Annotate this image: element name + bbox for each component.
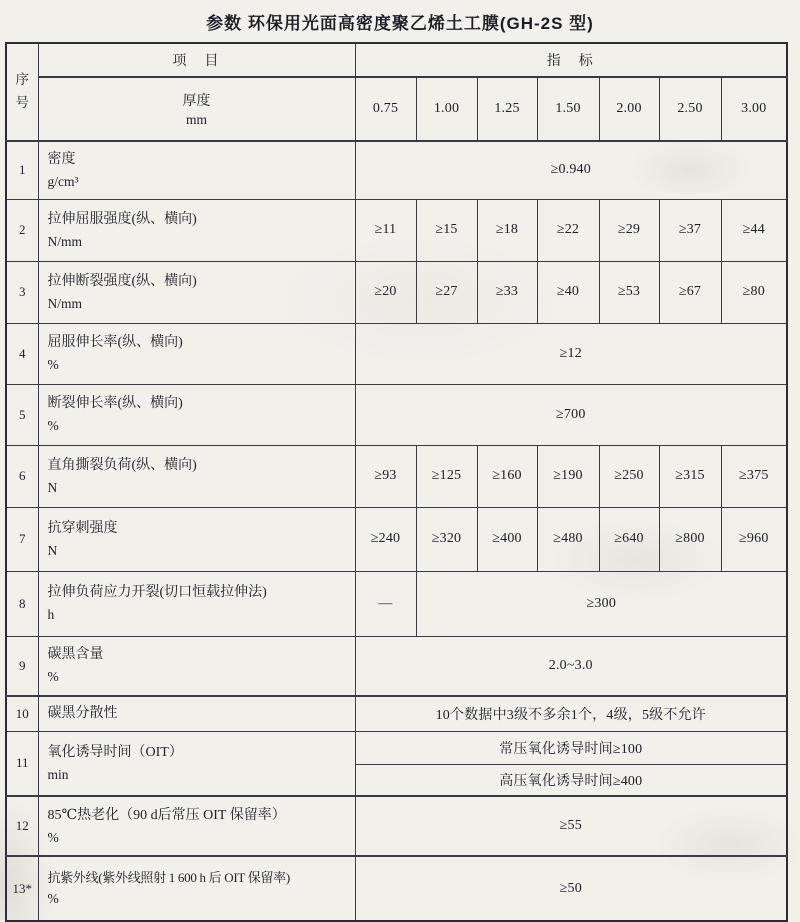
header-seq-label: 序号 [15,72,29,110]
row-value-dash: — [355,571,416,636]
item-unit: % [47,669,59,685]
row-item [38,796,355,856]
row-item [38,731,355,796]
row-value: ≥320 [416,507,477,571]
item-name: 抗紫外线(紫外线照射 1 600 h 后 OIT 保留率) [47,869,290,885]
row-seq: 6 [6,445,38,507]
item-name: 抗穿刺强度 [47,520,118,536]
table-row [6,141,787,199]
header-thickness [38,77,355,141]
table-row [6,323,787,384]
row-seq: 5 [6,384,38,445]
item-unit: N [47,479,58,495]
thickness-value: 1.50 [537,77,599,141]
item-unit: % [47,891,59,907]
item-unit: N/mm [47,295,83,311]
thickness-value: 2.00 [599,77,659,141]
row-value: ≥480 [537,507,599,571]
item-name: 氧化诱导时间（OIT） [47,744,183,760]
row-seq: 2 [6,199,38,261]
item-unit: % [47,418,59,434]
row-item [38,856,355,921]
item-unit: % [47,829,59,845]
item-name: 直角撕裂负荷(纵、横向) [47,457,197,473]
row-seq: 1 [6,141,38,199]
spec-table [5,42,788,922]
row-value: ≥960 [721,507,787,571]
item-name: 密度 [47,151,76,167]
row-seq: 11 [6,731,38,796]
item-unit: N [47,542,58,558]
row-value-span: ≥50 [355,856,787,921]
item-name: 85℃热老化（90 d后常压 OIT 保留率） [47,807,286,823]
row-value-span: ≥300 [416,571,787,636]
row-seq: 4 [6,323,38,384]
row-value: ≥29 [599,199,659,261]
row-value: ≥20 [355,261,416,323]
table-row [6,199,787,261]
row-item [38,571,355,636]
table-row [6,384,787,445]
row-item [38,323,355,384]
item-name: 屈服伸长率(纵、横向) [47,335,183,351]
row-item [38,199,355,261]
row-seq: 8 [6,571,38,636]
header-item: 项 目 [38,43,355,77]
table-row [6,731,787,764]
row-value: ≥40 [537,261,599,323]
row-value-span: ≥0.940 [355,141,787,199]
item-name: 碳黑含量 [47,647,104,663]
table-row [6,856,787,921]
header-indicator: 指 标 [355,43,787,77]
header-seq [6,43,38,141]
row-seq: 12 [6,796,38,856]
thickness-value: 1.00 [416,77,477,141]
row-value: ≥18 [477,199,537,261]
row-subvalue: 常压氧化诱导时间≥100 [355,731,787,764]
item-name: 碳黑分散性 [47,706,118,722]
row-value: ≥22 [537,199,599,261]
row-value-span: 2.0~3.0 [355,636,787,696]
row-value: ≥375 [721,445,787,507]
row-item [38,141,355,199]
thickness-value: 0.75 [355,77,416,141]
item-unit: % [47,357,59,373]
row-seq: 10 [6,696,38,731]
row-value-span: 10个数据中3级不多余1个，4级，5级不允许 [355,696,787,731]
table-row [6,636,787,696]
row-value: ≥93 [355,445,416,507]
item-name: 拉伸负荷应力开裂(切口恒载拉伸法) [47,585,267,601]
thickness-value: 1.25 [477,77,537,141]
row-value: ≥53 [599,261,659,323]
thickness-value: 3.00 [721,77,787,141]
item-unit: h [47,607,55,623]
row-seq: 3 [6,261,38,323]
row-value: ≥125 [416,445,477,507]
row-value: ≥250 [599,445,659,507]
table-row [6,571,787,636]
row-value: ≥240 [355,507,416,571]
row-value: ≥67 [659,261,721,323]
row-item [38,507,355,571]
row-item [38,261,355,323]
row-value: ≥315 [659,445,721,507]
item-unit: min [47,766,69,782]
row-subvalue: 高压氧化诱导时间≥400 [355,764,787,796]
header-row-1 [6,43,787,77]
item-unit: g/cm³ [47,173,79,189]
row-value-span: ≥55 [355,796,787,856]
thickness-unit: mm [185,112,207,127]
thickness-label: 厚度 [182,94,211,109]
table-row [6,261,787,323]
item-name: 断裂伸长率(纵、横向) [47,396,183,412]
row-value: ≥15 [416,199,477,261]
row-value: ≥27 [416,261,477,323]
row-item [38,445,355,507]
row-item [38,696,355,731]
table-row [6,507,787,571]
row-value: ≥37 [659,199,721,261]
row-value: ≥800 [659,507,721,571]
document-title: 参数 环保用光面高密度聚乙烯土工膜(GH-2S 型) [206,14,594,33]
row-value: ≥160 [477,445,537,507]
header-row-2 [6,77,787,141]
table-row [6,696,787,731]
row-value: ≥33 [477,261,537,323]
row-value: ≥11 [355,199,416,261]
item-name: 拉伸断裂强度(纵、横向) [47,273,197,289]
thickness-value: 2.50 [659,77,721,141]
row-value-span: ≥700 [355,384,787,445]
table-row [6,445,787,507]
row-value: ≥44 [721,199,787,261]
row-item [38,384,355,445]
row-value: ≥640 [599,507,659,571]
row-seq: 13* [6,856,38,921]
row-value-span: ≥12 [355,323,787,384]
row-seq: 9 [6,636,38,696]
item-unit: N/mm [47,233,83,249]
item-name: 拉伸屈服强度(纵、横向) [47,211,197,227]
table-row [6,796,787,856]
row-value: ≥400 [477,507,537,571]
row-seq: 7 [6,507,38,571]
row-value: ≥190 [537,445,599,507]
row-value: ≥80 [721,261,787,323]
row-item [38,636,355,696]
